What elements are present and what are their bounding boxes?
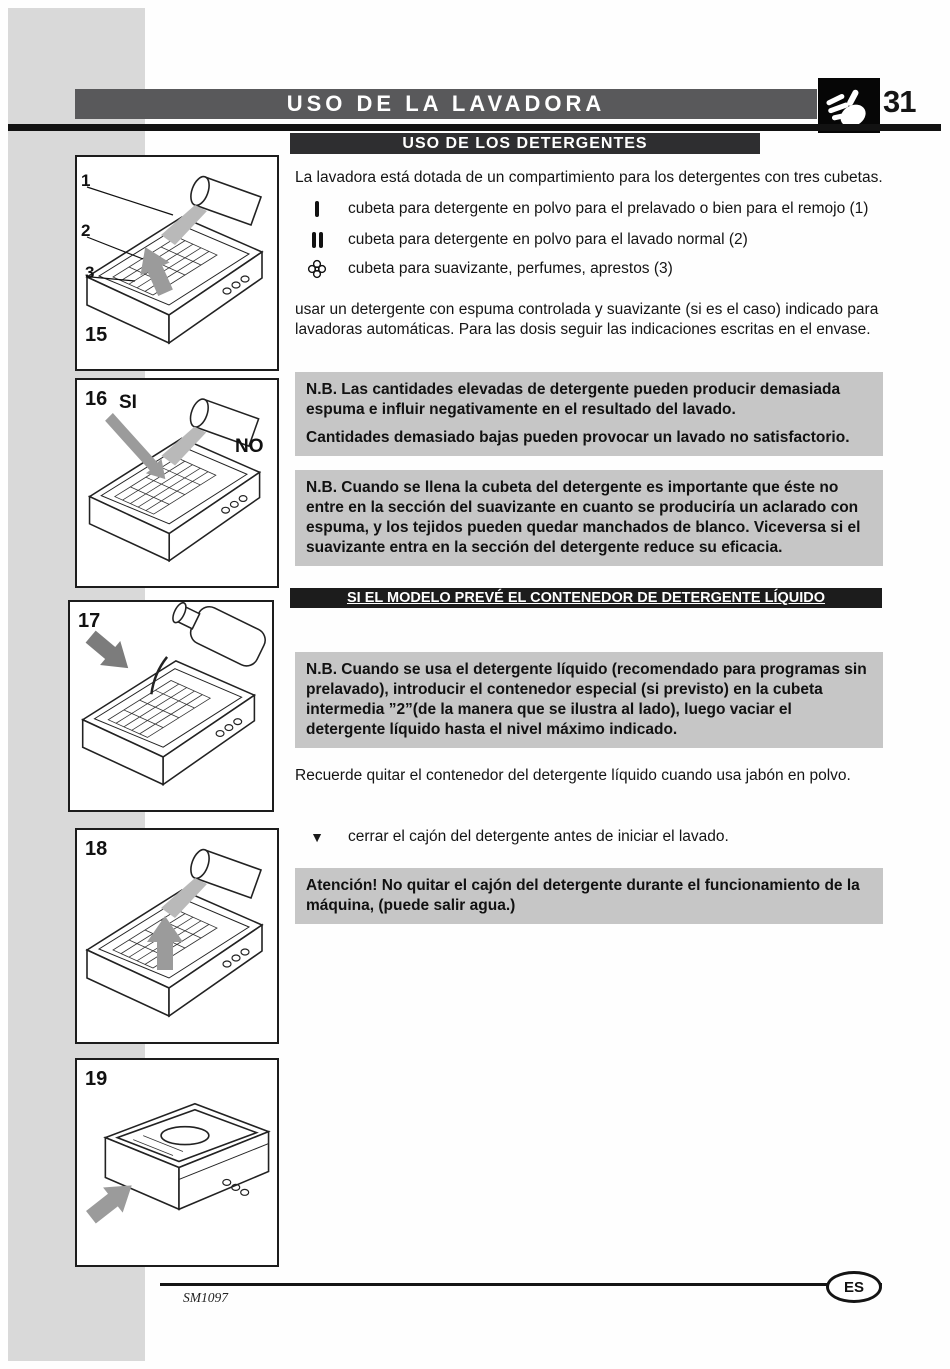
usage-paragraph: usar un detergente con espuma controlada y suavizante (si es el caso) indicado para lavadoras automáticas. Para las dosis seguir las indicaciones escritas en el envase. [295, 301, 879, 338]
triangle-icon: ▼ [310, 829, 324, 845]
bullet-item-wash [300, 230, 880, 250]
document-code: SM1097 [183, 1290, 228, 1305]
figure-label-1: 1 [81, 171, 91, 190]
note-quantities-b: Cantidades demasiado bajas pueden provocar un lavado no satisfactorio. [306, 429, 850, 446]
note-box-quantities [295, 372, 883, 456]
bullet-text: cubeta para detergente en polvo para el prelavado o bien para el remojo (1) [348, 200, 869, 217]
figure-number-17: 17 [78, 610, 101, 632]
bullet-text: cubeta para detergente en polvo para el lavado normal (2) [348, 231, 748, 248]
label-si: SI [119, 392, 137, 413]
bullet-item-prewash [300, 199, 880, 219]
footer-rule [160, 1283, 882, 1286]
figure-number-19: 19 [85, 1068, 108, 1090]
figure-box-17 [68, 600, 274, 812]
note-quantities-a: N.B. Las cantidades elevadas de detergente pueden producir demasiada espuma e influir negativamente en el resultado del lavado. [306, 381, 841, 418]
intro-paragraph: La lavadora está dotada de un compartimiento para los detergentes con tres cubetas. [295, 169, 883, 186]
figure-box-15 [75, 155, 279, 371]
figure-label-2: 2 [81, 221, 91, 240]
figure-box-16 [75, 378, 279, 588]
language-badge: ES [826, 1271, 882, 1303]
figure-box-18 [75, 828, 279, 1044]
close-drawer-text: cerrar el cajón del detergente antes de iniciar el lavado. [348, 828, 729, 845]
figure-label-3: 3 [85, 263, 95, 282]
remove-container-paragraph: Recuerde quitar el contenedor del detergente líquido cuando usa jabón en polvo. [295, 767, 851, 784]
note-box-liquid [295, 652, 883, 748]
header-divider [8, 124, 941, 131]
note-liquid-text: N.B. Cuando se usa el detergente líquido (recomendado para programas sin prelavado), introducir el contenedor especial (si previsto) en la cubeta intermedia ”2”(de la manera que se ilustra al lado), luego vaciar el detergente líquido hasta el nivel máximo indicado. [306, 661, 867, 738]
drawer-illustration-18 [77, 830, 277, 1042]
double-bar-icon [300, 232, 334, 248]
note-softener-text: N.B. Cuando se llena la cubeta del detergente es importante que éste no entre en la sección del suavizante en cuanto se produciría un aclarado con espuma, y los tejidos pueden quedar manchados de blanco. Viceversa si el suavizante entra en la sección del detergente reduce su eficacia. [306, 479, 861, 556]
bullet-text: cubeta para suavizante, perfumes, aprestos (3) [348, 260, 673, 277]
figure-number-15: 15 [85, 324, 108, 346]
drawer-illustration-17 [70, 602, 272, 810]
close-drawer-item [300, 827, 880, 847]
liquid-section-title: SI EL MODELO PREVÉ EL CONTENEDOR DE DETERGENTE LÍQUIDO [290, 588, 882, 608]
page-number: 31 [883, 84, 916, 119]
page-title: USO DE LA LAVADORA [75, 89, 817, 119]
flower-icon [300, 259, 334, 279]
figure-box-19 [75, 1058, 279, 1267]
section-title: USO DE LOS DETERGENTES [290, 133, 760, 154]
label-no: NO [235, 436, 264, 457]
warning-box [295, 868, 883, 924]
warning-text: Atención! No quitar el cajón del detergente durante el funcionamiento de la máquina, (puede salir agua.) [306, 877, 860, 914]
figure-number-16: 16 [85, 388, 108, 410]
bullet-item-softener [300, 259, 880, 279]
figure-number-18: 18 [85, 838, 108, 860]
single-bar-icon [300, 201, 334, 217]
note-box-softener [295, 470, 883, 566]
